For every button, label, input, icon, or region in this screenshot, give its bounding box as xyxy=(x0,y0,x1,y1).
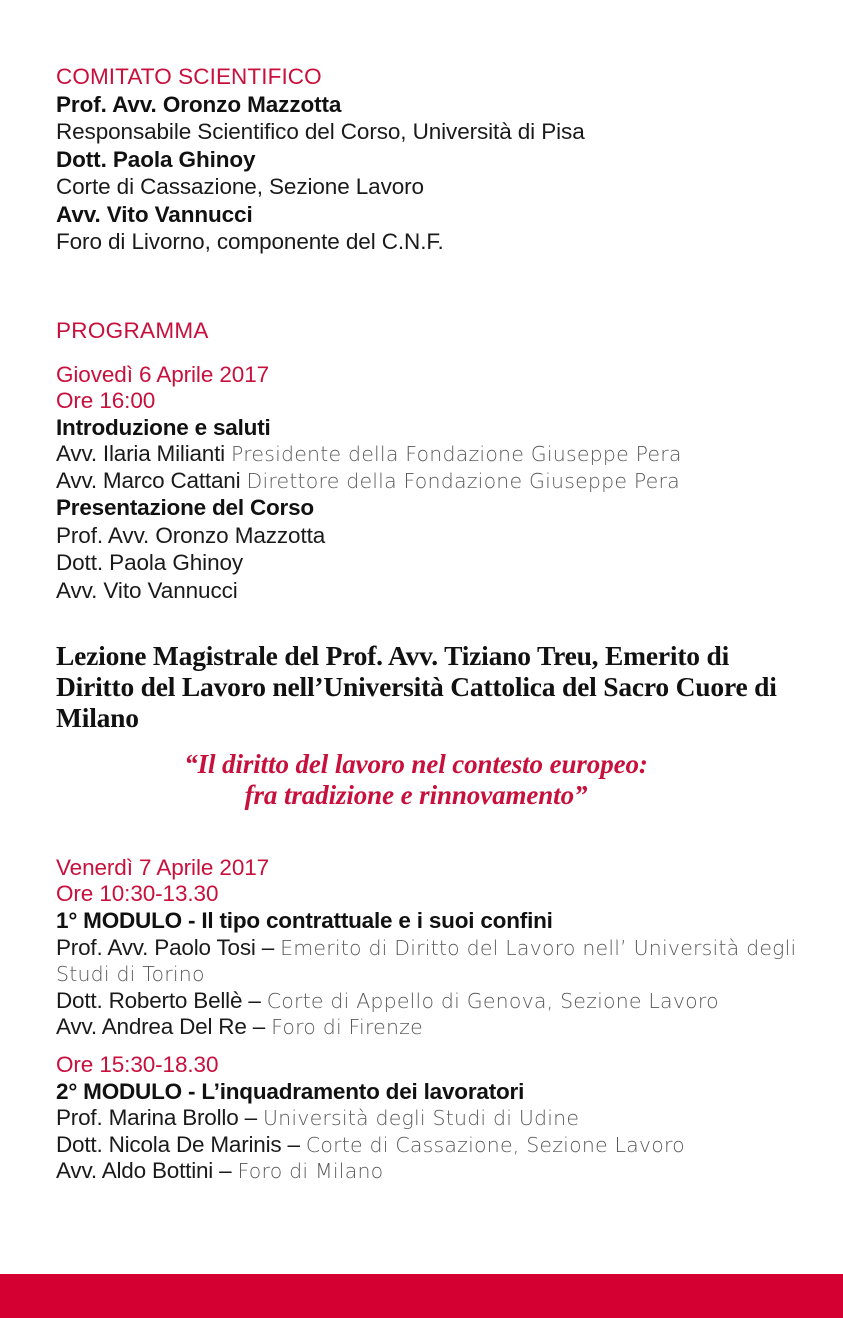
module-block xyxy=(56,1052,816,1185)
speaker-dash: – xyxy=(238,1105,263,1130)
speaker-role: Presidente della Fondazione Giuseppe Pera xyxy=(231,442,682,466)
brochure-content xyxy=(56,63,816,1185)
speaker-role: Foro di Firenze xyxy=(271,1015,423,1039)
comitato-member-affiliation: Responsabile Scientifico del Corso, Università di Pisa xyxy=(56,119,585,144)
speaker-row xyxy=(56,441,816,468)
day1-section-title-presentazione: Presentazione del Corso xyxy=(56,495,314,520)
speaker-name: Prof. Avv. Oronzo Mazzotta xyxy=(56,522,326,548)
footer-red-bar xyxy=(0,1274,843,1318)
day1-section-title-introduzione: Introduzione e saluti xyxy=(56,414,271,440)
speaker-dash: – xyxy=(281,1131,306,1157)
speaker-role: Corte di Appello di Genova, Sezione Lavoro xyxy=(266,988,719,1013)
speaker-dash: – xyxy=(213,1158,238,1183)
module-title: 1° MODULO - Il tipo contrattuale e i suoi confini xyxy=(56,908,553,933)
day-block-venerdi xyxy=(56,855,816,1185)
speaker-role: Corte di Cassazione, Sezione Lavoro xyxy=(305,1132,685,1157)
speaker-row xyxy=(56,1105,816,1132)
comitato-member-affiliation: Foro di Livorno, componente del C.N.F. xyxy=(56,229,444,254)
module-time: Ore 15:30-18.30 xyxy=(56,1051,219,1077)
module-speakers xyxy=(56,935,816,1041)
quote-line-2: fra tradizione e rinnovamento” xyxy=(244,780,588,810)
lezione-magistrale-quote xyxy=(56,749,816,811)
speaker-row xyxy=(56,468,816,495)
speaker-role: Università degli Studi di Udine xyxy=(262,1106,580,1130)
programma-heading: PROGRAMMA xyxy=(56,317,209,343)
speaker-name: Avv. Ilaria Milianti xyxy=(56,441,225,466)
speaker-name: Dott. Roberto Bellè xyxy=(56,987,243,1013)
speaker-row xyxy=(56,935,816,988)
speaker-name: Prof. Avv. Paolo Tosi xyxy=(56,934,256,960)
comitato-member-name: Avv. Vito Vannucci xyxy=(56,201,253,227)
module-time: Ore 10:30-13.30 xyxy=(56,881,219,906)
speaker-row xyxy=(56,1014,816,1041)
programma-section xyxy=(56,317,816,1185)
lezione-magistrale-title: Lezione Magistrale del Prof. Avv. Tiziano Treu, Emerito di Diritto del Lavoro nell’Università Cattolica del Sacro Cuore di Milano xyxy=(56,640,777,733)
speaker-role: Direttore della Fondazione Giuseppe Pera xyxy=(246,468,680,493)
speaker-role: Foro di Milano xyxy=(237,1159,384,1183)
speaker-name: Avv. Marco Cattani xyxy=(56,467,241,493)
day1-date: Giovedì 6 Aprile 2017 xyxy=(56,361,270,387)
comitato-heading: COMITATO SCIENTIFICO xyxy=(56,64,322,89)
speaker-dash: – xyxy=(242,987,267,1013)
comitato-member-name: Dott. Paola Ghinoy xyxy=(56,146,256,172)
comitato-member-affiliation: Corte di Cassazione, Sezione Lavoro xyxy=(56,174,424,199)
module-speakers xyxy=(56,1105,816,1185)
lezione-magistrale-block xyxy=(56,640,816,811)
comitato-member-name: Prof. Avv. Oronzo Mazzotta xyxy=(56,91,342,117)
speaker-name: Avv. Vito Vannucci xyxy=(56,577,238,603)
comitato-scientifico-section xyxy=(56,63,816,256)
speaker-row xyxy=(56,1132,816,1159)
speaker-name: Prof. Marina Brollo xyxy=(56,1105,239,1130)
speaker-dash: – xyxy=(255,934,281,960)
section-spacer xyxy=(56,256,816,317)
speaker-name: Avv. Aldo Bottini xyxy=(56,1158,214,1183)
speaker-role: Emerito di Diritto del Lavoro nell’ Università degli Studi di Torino xyxy=(56,935,797,986)
heading-spacer xyxy=(56,344,816,362)
speaker-dash: – xyxy=(246,1014,272,1039)
day1-time: Ore 16:00 xyxy=(56,387,156,413)
speaker-name: Dott. Nicola De Marinis xyxy=(56,1131,282,1157)
module-title: 2° MODULO - L’inquadramento dei lavoratori xyxy=(56,1078,525,1104)
day-block-giovedi xyxy=(56,362,816,605)
speaker-row xyxy=(56,988,816,1015)
day2-date: Venerdì 7 Aprile 2017 xyxy=(56,855,270,880)
module-spacer xyxy=(56,1041,816,1052)
speaker-name: Avv. Andrea Del Re xyxy=(56,1014,247,1039)
module-block xyxy=(56,881,816,1041)
speaker-row xyxy=(56,1158,816,1185)
speaker-name: Dott. Paola Ghinoy xyxy=(56,550,244,575)
quote-line-1: “Il diritto del lavoro nel contesto europeo: xyxy=(184,749,648,779)
